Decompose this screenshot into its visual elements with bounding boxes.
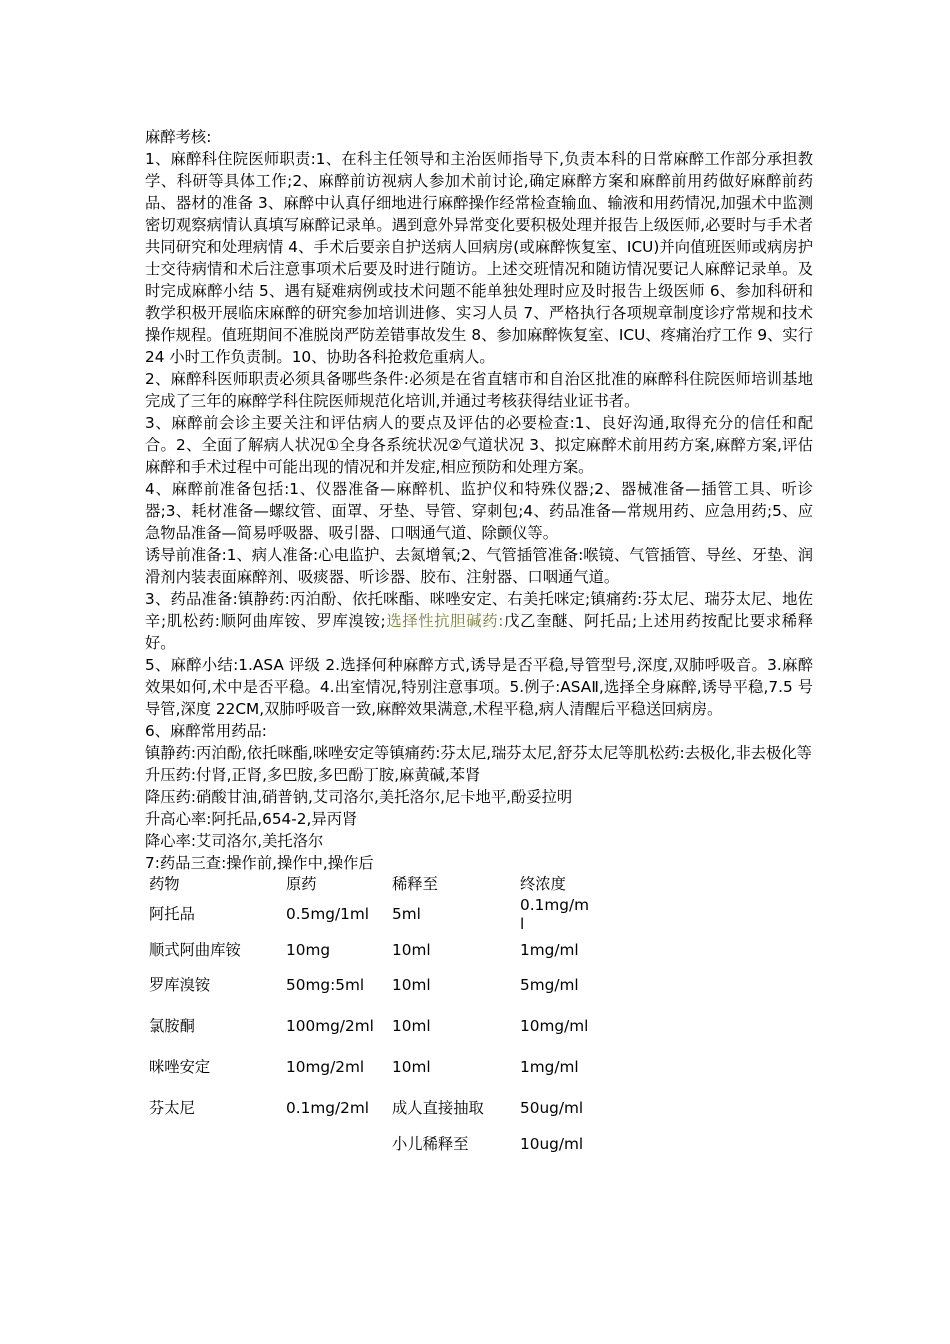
table-row (145, 1129, 594, 1159)
table-cell: 罗库溴铵 (149, 976, 211, 994)
paragraph-induction-prep: 诱导前准备:1、病人准备:心电监护、去氮增氧;2、气管插管准备:喉镜、气管插管、导丝、牙垫、润滑剂内装表面麻醉剂、吸痰器、听诊器、胶布、注射器、口咽通气道。 (145, 546, 813, 586)
drug-prep-highlight: 选择性抗胆碱药: (385, 612, 504, 630)
table-cell: 0.1mg/2ml (286, 1099, 369, 1117)
table-row (145, 1006, 594, 1047)
table-cell: 100mg/2ml (286, 1017, 374, 1035)
table-row (145, 965, 594, 1006)
drug-line-vasopressors: 升压药:付肾,正肾,多巴胺,多巴酚丁胺,麻黄碱,苯肾 (145, 766, 481, 784)
table-row (145, 894, 594, 935)
table-cell: 氯胺酮 (149, 1017, 195, 1035)
table-row (145, 1088, 594, 1129)
drug-line-sedatives: 镇静药:丙泊酚,依托咪酯,咪唑安定等镇痛药:芬太尼,瑞芬太尼,舒芬太尼等肌松药:去极化,非去极化等 (145, 744, 812, 762)
table-header-row (145, 874, 594, 894)
table-cell: 0.1mg/ml (520, 895, 589, 933)
table-cell: 顺式阿曲库铵 (149, 940, 241, 959)
paragraph-1: 1、麻醉科住院医师职责:1、在科主任领导和主治医师指导下,负责本科的日常麻醉工作部分承担教学、科研等具体工作;2、麻醉前访视病人参加术前讨论,确定麻醉方案和麻醉前用药做好麻醉前药品、器材的准备 3、麻醉中认真仔细地进行麻醉操作经常检查输血、输液和用药情况,加强术中监测密切观察病情认真填写麻醉记录单。遇到意外异常变化要积极处理并报告上级医师,必要时与手术者共同研究和处理病情 4、手术后要亲自护送病人回病房(或麻醉恢复室、ICU)并向值班医师或病房护士交待病情和术后注意事项术后要及时进行随访。上述交班情况和随访情况要记人麻醉记录单。及时完成麻醉小结 5、遇有疑难病例或技术问题不能单独处理时应及时报告上级医师 6、参加科研和教学积极开展临床麻醉的研究参加培训进修、实习人员 7、严格执行各项规章制度诊疗常规和技术操作规程。值班期间不准脱岗严防差错事故发生 8、参加麻醉恢复室、ICU、疼痛治疗工作 9、实行 24 小时工作负责制。10、协助各科抢救危重病人。 (145, 150, 813, 366)
table-cell: 芬太尼 (149, 1099, 195, 1117)
table-cell: 10ml (392, 940, 431, 959)
table-row (145, 935, 594, 965)
drug-line-antihypertensives: 降压药:硝酸甘油,硝普钠,艾司洛尔,美托洛尔,尼卡地平,酚妥拉明 (145, 788, 573, 806)
drug-prep-text: 3、药品准备:镇静药:丙泊酚、依托咪酯、咪唑安定、右美托咪定;镇痛药:芬太尼、瑞芬太尼、地佐辛;肌松药:顺阿曲库铵、罗库溴铵; (145, 590, 813, 630)
table-cell: 5mg/ml (520, 976, 579, 994)
table-cell: 50ug/ml (520, 1099, 584, 1117)
table-cell: 阿托品 (149, 905, 195, 923)
table-cell: 10ml (392, 1058, 431, 1076)
table-cell: 10ug/ml (520, 1134, 584, 1153)
paragraph-5: 5、麻醉小结:1.ASA 评级 2.选择何种麻醉方式,诱导是否平稳,导管型号,深度,双肺呼吸音。3.麻醉效果如何,术中是否平稳。4.出室情况,特别注意事项。5.例子:ASAⅡ,选择全身麻醉,诱导平稳,7.5 号导管,深度 22CM,双肺呼吸音一致,麻醉效果满意,术程平稳,病人清醒后平稳送回病房。 (145, 656, 813, 718)
table-header-drug: 药物 (149, 874, 180, 893)
paragraph-6-title: 6、麻醉常用药品: (145, 722, 267, 740)
table-cell: 5ml (392, 905, 421, 923)
table-cell: 成人直接抽取 (392, 1099, 484, 1117)
paragraph-drug-prep (145, 588, 813, 654)
drug-prep-text-after: 戊乙奎醚、阿托品;上述用药按配比要求稀释好。 (145, 612, 813, 652)
table-row (145, 1047, 594, 1088)
table-cell: 10mg (286, 940, 331, 959)
table-cell: 1mg/ml (520, 1058, 579, 1076)
paragraph-2: 2、麻醉科医师职责必须具备哪些条件:必须是在省直辖市和自治区批准的麻醉科住院医师培训基地完成了三年的麻醉学科住院医师规范化培训,并通过考核获得结业证书者。 (145, 370, 813, 410)
paragraph-3: 3、麻醉前会诊主要关注和评估病人的要点及评估的必要检查:1、良好沟通,取得充分的信任和配合。2、全面了解病人状况①全身各系统状况②气道状况 3、拟定麻醉术前用药方案,麻醉方案,评估麻醉和手术过程中可能出现的情况和并发症,相应预防和处理方案。 (145, 414, 813, 476)
table-header-dilute-to: 稀释至 (392, 874, 438, 893)
table-header-original: 原药 (286, 874, 317, 893)
table-cell: 10mg/ml (520, 1017, 589, 1035)
drug-dilution-table (145, 874, 594, 1159)
table-cell: 10ml (392, 1017, 431, 1035)
drug-line-lower-heart-rate: 降心率:艾司洛尔,美托洛尔 (145, 832, 324, 850)
document-page (145, 126, 813, 1159)
table-cell (145, 1129, 282, 1159)
table-cell: 咪唑安定 (149, 1058, 211, 1076)
table-cell: 50mg:5ml (286, 976, 365, 994)
table-header-final-concentration: 终浓度 (520, 874, 566, 893)
paragraph-4: 4、麻醉前准备包括:1、仪器准备—麻醉机、监护仪和特殊仪器;2、器械准备—插管工具、听诊器;3、耗材准备—螺纹管、面罩、牙垫、导管、穿刺包;4、药品准备—常规用药、应急用药;5、应急物品准备—简易呼吸器、吸引器、口咽通气道、除颤仪等。 (145, 480, 813, 542)
drug-line-raise-heart-rate: 升高心率:阿托品,654-2,异丙肾 (145, 810, 358, 828)
document-title: 麻醉考核: (145, 128, 212, 146)
table-cell: 10ml (392, 976, 431, 994)
table-cell (282, 1129, 388, 1159)
table-cell: 小儿稀释至 (392, 1134, 469, 1153)
paragraph-7-title: 7:药品三查:操作前,操作中,操作后 (145, 854, 374, 872)
table-cell: 1mg/ml (520, 940, 579, 959)
table-cell: 10mg/2ml (286, 1058, 365, 1076)
table-cell: 0.5mg/1ml (286, 905, 369, 923)
